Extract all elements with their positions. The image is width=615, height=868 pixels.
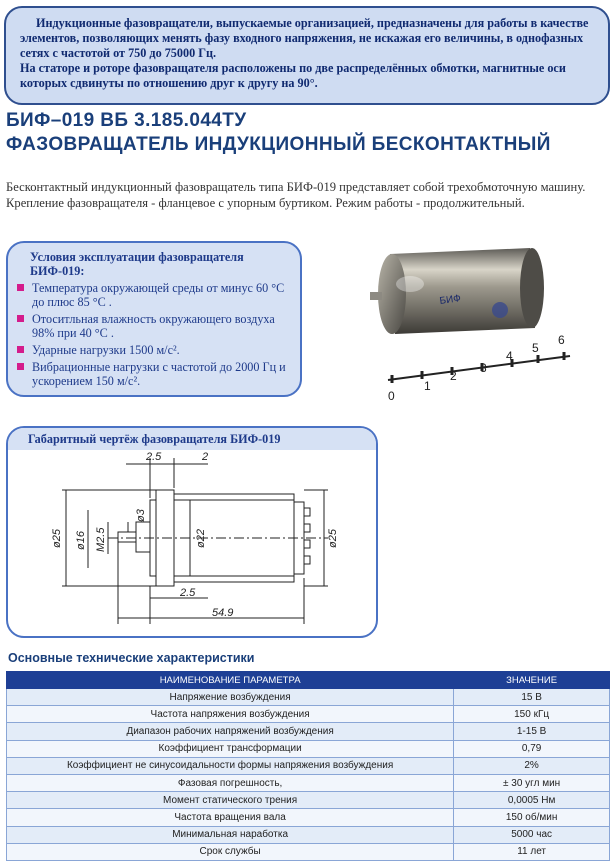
- param-value: ± 30 угл мин: [454, 774, 610, 791]
- svg-text:БИФ: БИФ: [438, 293, 462, 307]
- drawing-title: Габаритный чертёж фазовращателя БИФ-019: [28, 432, 281, 446]
- param-value: 0,0005 Нм: [454, 792, 610, 809]
- param-name: Диапазон рабочих напряжений возбуждения: [7, 723, 454, 740]
- table-row: [7, 843, 610, 860]
- dim-label: 2.5: [146, 451, 162, 463]
- dim-label: M2.5: [95, 527, 107, 552]
- param-value: 11 лет: [454, 843, 610, 860]
- intro-paragraph-1: Индукционные фазовращатели, выпускаемые организацией, предназначены для работы в качестве элементов, позволяющих менять фазу входного напряжения, не искажая его величины, в однофазных сетях с частотой от 750 до 75000 Гц.: [20, 16, 589, 60]
- column-header-name: НАИМЕНОВАНИЕ ПАРАМЕТРА: [7, 672, 454, 689]
- product-name-title: ФАЗОВРАЩАТЕЛЬ ИНДУКЦИОННЫЙ БЕСКОНТАКТНЫЙ: [6, 134, 551, 155]
- condition-item: Температура окружающей среды от минус 60 °C до плюс 85 °C .: [16, 281, 292, 309]
- operating-conditions-list: [16, 281, 292, 388]
- table-row: [7, 809, 610, 826]
- ruler-label: 3: [480, 361, 487, 375]
- specs-header-row: [7, 672, 610, 689]
- ruler-label: 2: [450, 369, 457, 383]
- operating-conditions-box: [6, 241, 302, 397]
- specs-table: [6, 671, 610, 861]
- ruler-label: 1: [424, 379, 431, 393]
- ruler-label: 0: [388, 389, 395, 403]
- param-name: Момент статического трения: [7, 792, 454, 809]
- column-header-value: ЗНАЧЕНИЕ: [454, 672, 610, 689]
- dim-label: ø3: [135, 509, 147, 522]
- dim-label: ø25: [51, 529, 63, 548]
- ruler-label: 6: [558, 333, 565, 347]
- condition-item: Ударные нагрузки 1500 м/с².: [16, 343, 292, 357]
- ruler-label: 5: [532, 341, 539, 355]
- param-name: Частота вращения вала: [7, 809, 454, 826]
- dim-label: ø25: [327, 529, 339, 548]
- param-value: 2%: [454, 757, 610, 774]
- table-row: [7, 706, 610, 723]
- param-name: Коэффициент не синусоидальности формы напряжения возбуждения: [7, 757, 454, 774]
- table-row: [7, 689, 610, 706]
- dimension-drawing-box: [6, 426, 378, 638]
- param-value: 0,79: [454, 740, 610, 757]
- param-name: Частота напряжения возбуждения: [7, 706, 454, 723]
- product-code-title: БИФ–019 ВБ 3.185.044ТУ: [6, 110, 247, 131]
- param-value: 15 В: [454, 689, 610, 706]
- specs-heading: Основные технические характеристики: [8, 651, 255, 665]
- param-name: Минимальная наработка: [7, 826, 454, 843]
- dim-label: ø22: [195, 529, 207, 548]
- param-name: Фазовая погрешность,: [7, 774, 454, 791]
- bullet-icon: [17, 346, 24, 353]
- bullet-icon: [17, 363, 24, 370]
- param-value: 150 кГц: [454, 706, 610, 723]
- ruler-label: 4: [506, 349, 513, 363]
- param-value: 1-15 В: [454, 723, 610, 740]
- operating-conditions-title: Условия эксплуатации фазовращателя БИФ-019:: [30, 250, 244, 278]
- table-row: [7, 757, 610, 774]
- table-row: [7, 792, 610, 809]
- bullet-icon: [17, 315, 24, 322]
- param-name: Срок службы: [7, 843, 454, 860]
- table-row: [7, 774, 610, 791]
- product-description: Бесконтактный индукционный фазовращатель типа БИФ-019 представляет собой трехобмоточную машину. Крепление фазовращателя - фланцевое с упорным буртиком. Режим работы - продолжительный.: [6, 180, 586, 210]
- product-photo: [370, 244, 610, 404]
- condition-item: Вибрационные нагрузки с частотой до 2000 Гц и ускорением 150 м/с².: [16, 360, 292, 388]
- dim-label: 2: [202, 451, 209, 463]
- param-value: 150 об/мин: [454, 809, 610, 826]
- intro-box: [4, 6, 610, 105]
- ruler: [388, 333, 570, 403]
- table-row: [7, 723, 610, 740]
- intro-paragraph-2: На статоре и роторе фазовращателя расположены по две распределённых обмотки, магнитные оси которых сдвинуты по отношению друг к другу на 90°.: [20, 61, 566, 90]
- table-row: [7, 826, 610, 843]
- param-value: 5000 час: [454, 826, 610, 843]
- dim-label: 54.9: [212, 607, 234, 619]
- condition-item: Отоситльная влажность окружающего воздуха 98% при 40 °C .: [16, 312, 292, 340]
- table-row: [7, 740, 610, 757]
- bullet-icon: [17, 284, 24, 291]
- param-name: Напряжение возбуждения: [7, 689, 454, 706]
- dim-label: ø16: [75, 531, 87, 550]
- dimension-drawing: [8, 428, 378, 638]
- param-name: Коэффициент трансформации: [7, 740, 454, 757]
- dim-label: 2.5: [180, 587, 196, 599]
- motor-image: [370, 248, 544, 334]
